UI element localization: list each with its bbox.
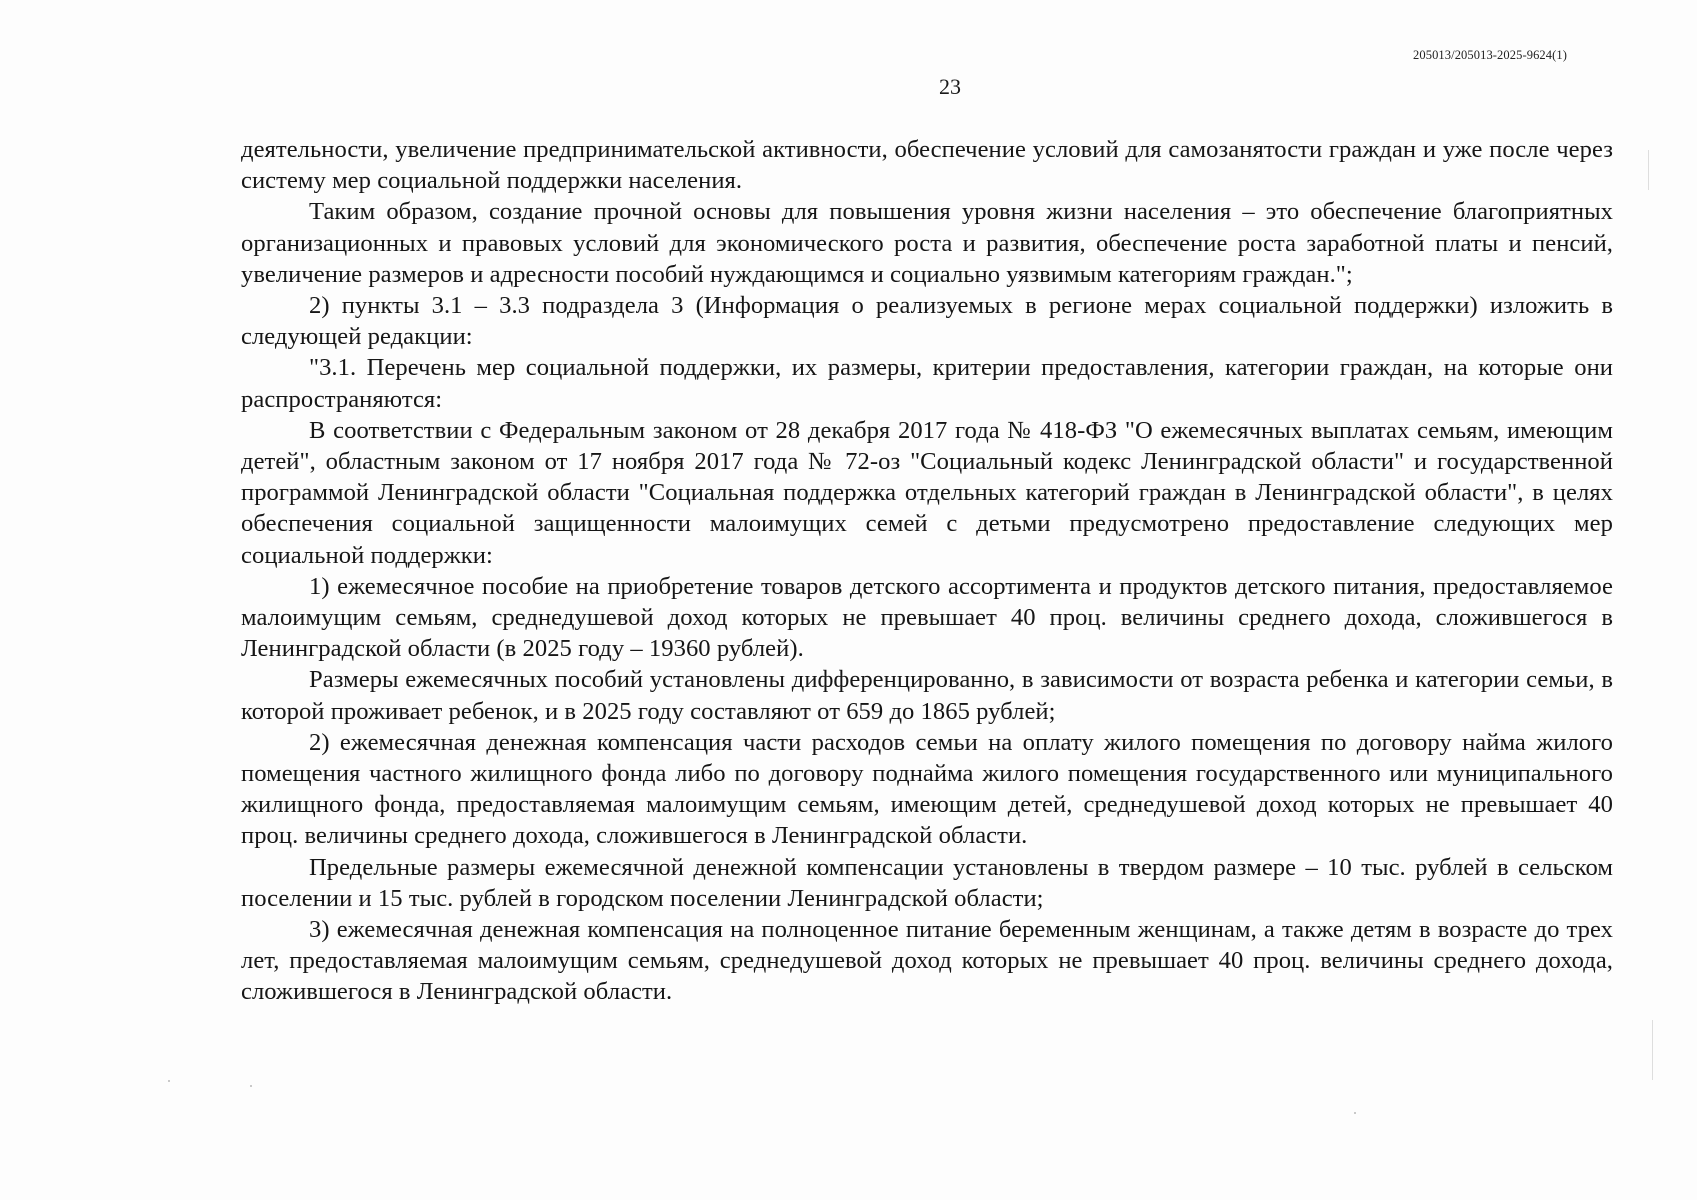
paragraph-measure-1: 1) ежемесячное пособие на приобретение товаров детского ассортимента и продуктов детского питания, предоставляемое малоимущим семьям, среднедушевой доход которых не превышает 40 проц. величины среднего дохода, сложившегося в Ленинградской области (в 2025 году – 19360 рублей). bbox=[241, 572, 1613, 663]
document-id: 205013/205013-2025-9624(1) bbox=[1413, 48, 1567, 62]
paragraph-section-3-1: "3.1. Перечень мер социальной поддержки, их размеры, критерии предоставления, категории граждан, на которые они распространяются: bbox=[241, 354, 1613, 413]
scan-edge-mark bbox=[1648, 150, 1649, 190]
paragraph-continuation: деятельности, увеличение предпринимательской активности, обеспечение условий для самозанятости граждан и уже после через систему мер социальной поддержки населения. bbox=[241, 136, 1613, 195]
paragraph-measure-3: 3) ежемесячная денежная компенсация на полноценное питание беременным женщинам, а также детям в возрасте до трех лет, предоставляемая малоимущим семьям, среднедушевой доход которых не превышает 40 проц. величины среднего дохода, сложившегося в Ленинградской области. bbox=[241, 916, 1613, 1006]
scan-speck bbox=[250, 1085, 252, 1087]
scan-speck bbox=[168, 1080, 170, 1082]
page-number: 23 bbox=[939, 74, 961, 99]
paragraph-summary: Таким образом, создание прочной основы для повышения уровня жизни населения – это обеспечение благоприятных организационных и правовых условий для экономического роста и развития, обеспечение роста заработной платы и пенсий, увеличение размеров и адресности пособий нуждающимся и социально уязвимым категориям граждан."; bbox=[241, 198, 1613, 288]
document-body bbox=[241, 134, 1613, 1008]
scan-speck bbox=[1354, 1112, 1356, 1114]
paragraph-measure-2-limits: Предельные размеры ежемесячной денежной компенсации установлены в твердом размере – 10 тыс. рублей в сельском поселении и 15 тыс. рублей в городском поселении Ленинградской области; bbox=[241, 853, 1613, 912]
paragraph-amendment-item-2: 2) пункты 3.1 – 3.3 подраздела 3 (Информация о реализуемых в регионе мерах социальной поддержки) изложить в следующей редакции: bbox=[241, 292, 1613, 351]
paragraph-legal-basis: В соответствии с Федеральным законом от 28 декабря 2017 года № 418-ФЗ "О ежемесячных выплатах семьям, имеющим детей", областным законом от 17 ноября 2017 года № 72-оз "Социальный кодекс Ленинградской области" и государственной программой Ленинградской области "Социальная поддержка отдельных категорий граждан в Ленинградской области", в целях обеспечения социальной защищенности малоимущих семей с детьми предусмотрено предоставление следующих мер социальной поддержки: bbox=[241, 416, 1613, 569]
paragraph-measure-2: 2) ежемесячная денежная компенсация части расходов семьи на оплату жилого помещения по договору найма жилого помещения частного жилищного фонда либо по договору поднайма жилого помещения государственного или муниципального жилищного фонда, предоставляемая малоимущим семьям, имеющим детей, среднедушевой доход которых не превышает 40 проц. величины среднего дохода, сложившегося в Ленинградской области. bbox=[241, 728, 1613, 850]
scan-edge-mark bbox=[1652, 1020, 1653, 1080]
paragraph-measure-1-amounts: Размеры ежемесячных пособий установлены дифференцированно, в зависимости от возраста ребенка и категории семьи, в которой проживает ребенок, и в 2025 году составляют от 659 до 1865 рублей; bbox=[241, 666, 1613, 725]
